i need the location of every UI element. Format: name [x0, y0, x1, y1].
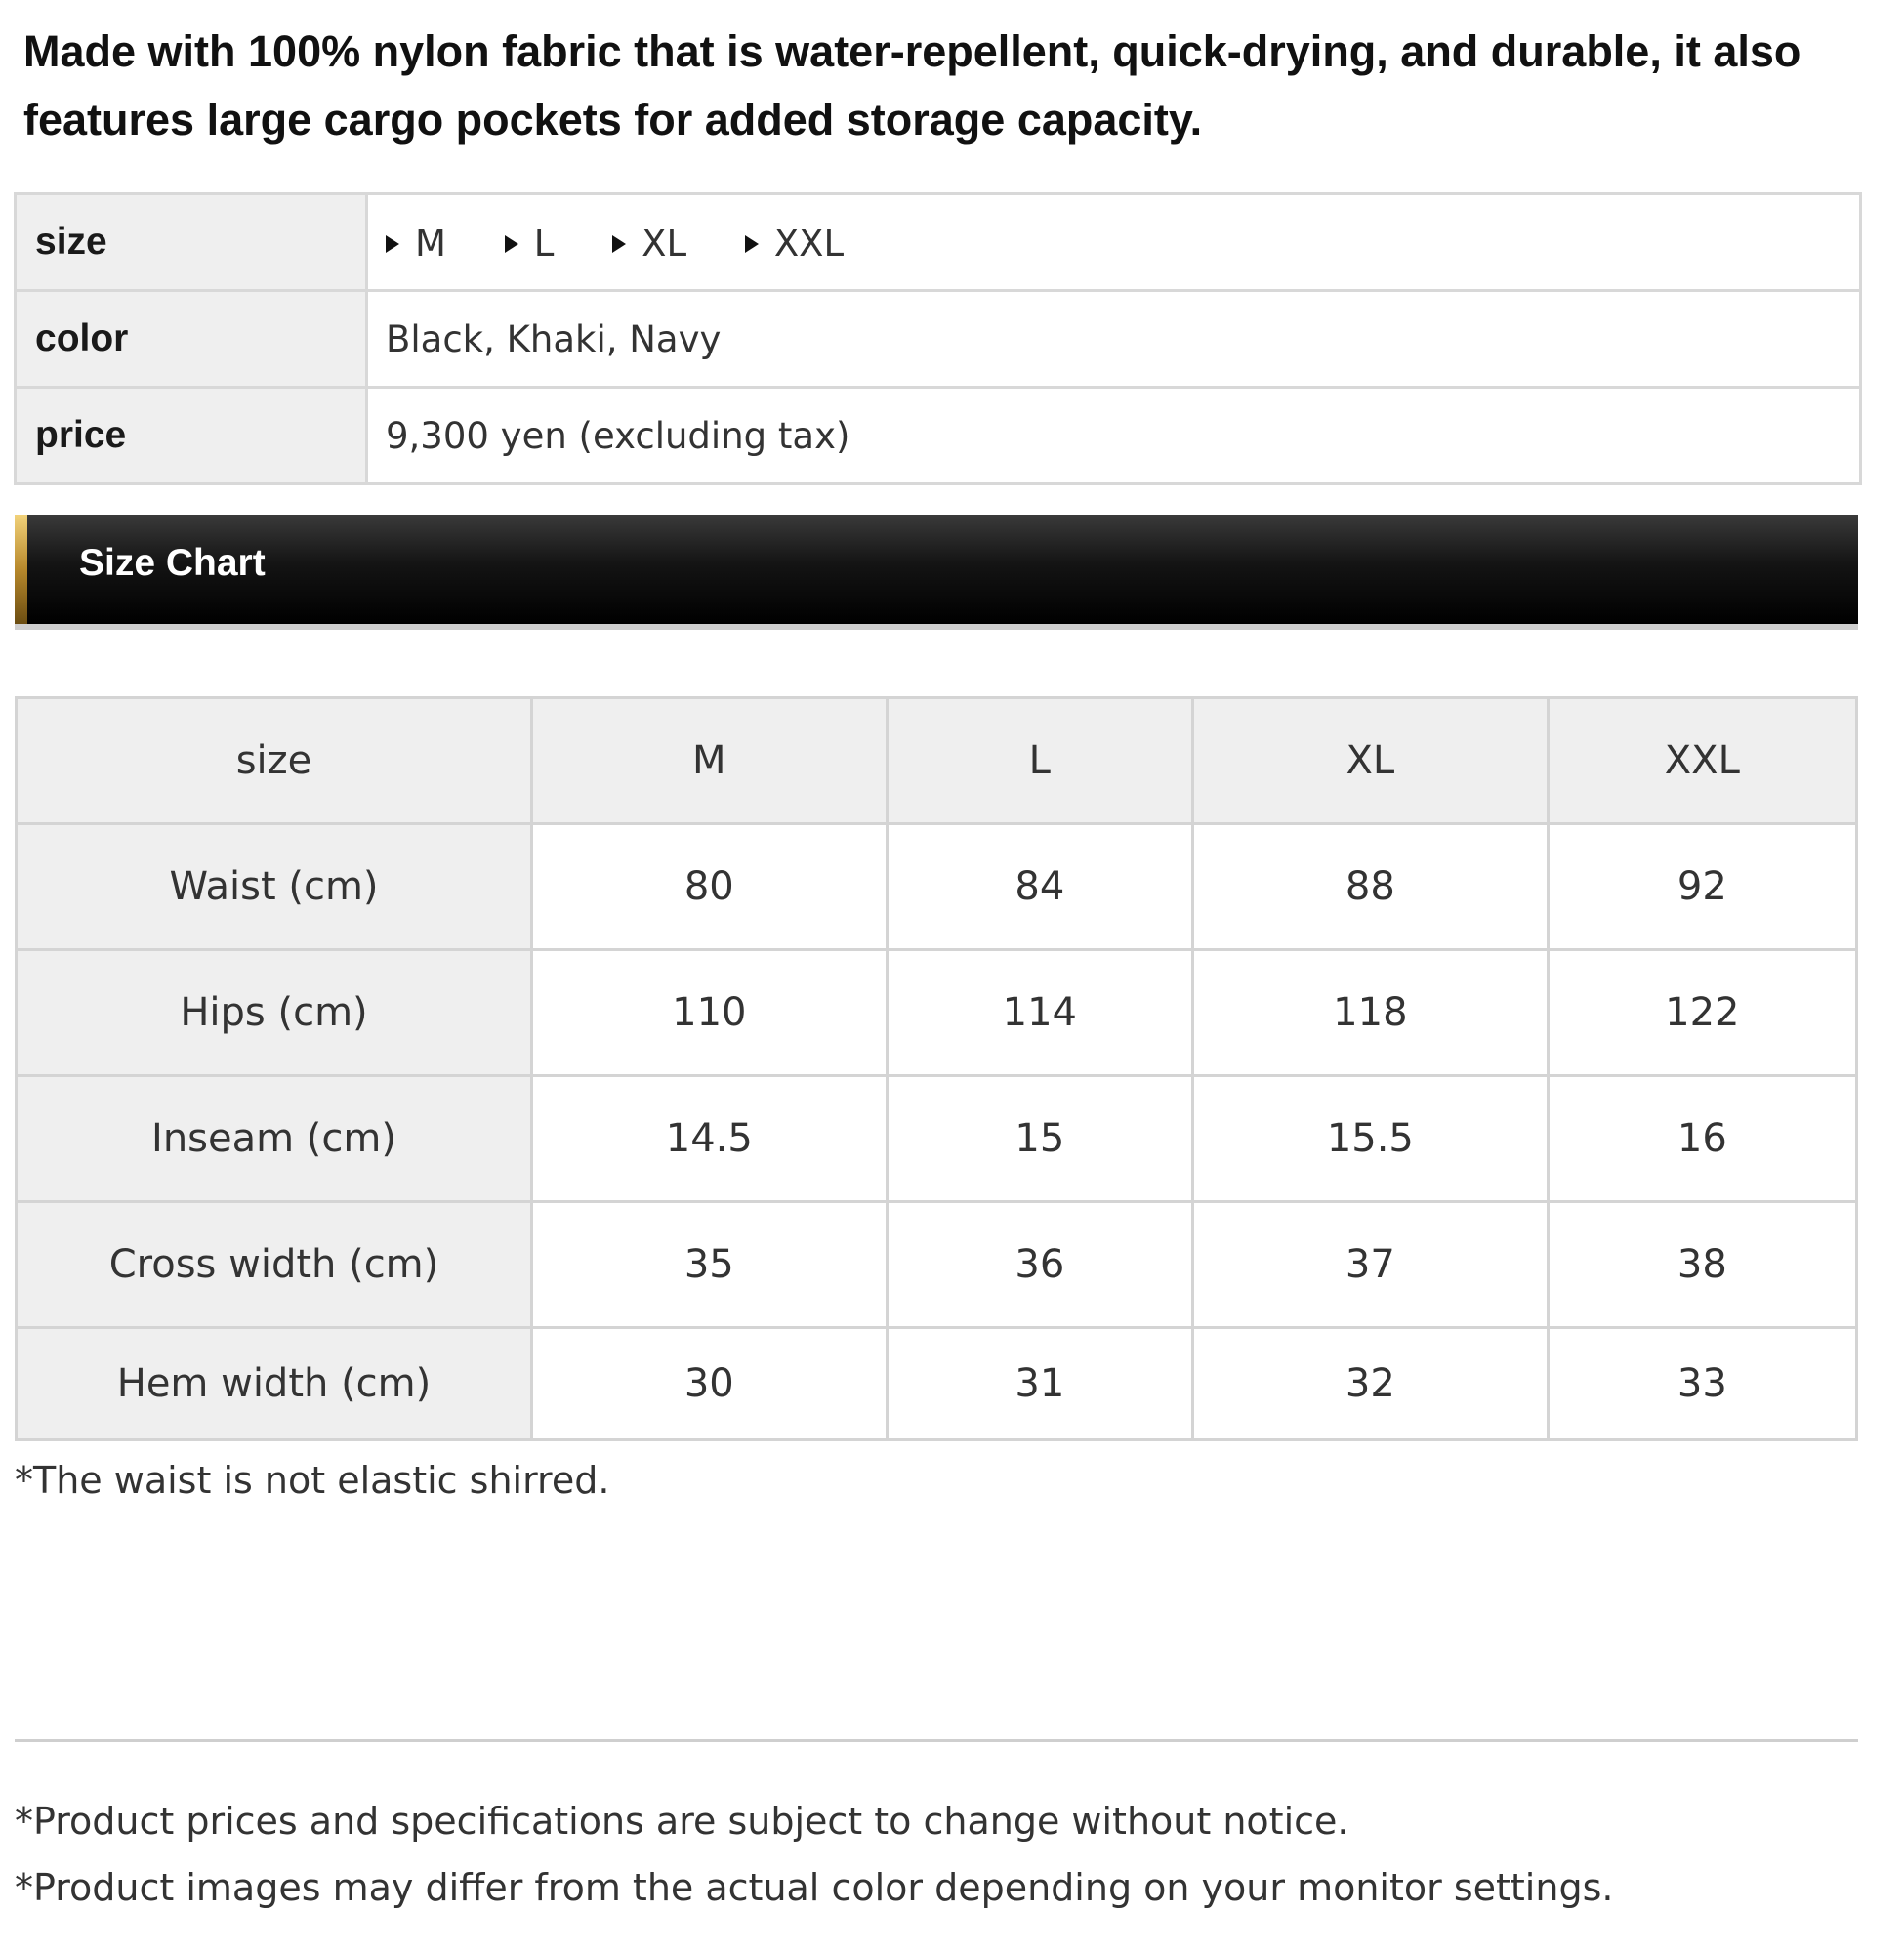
- table-row: [17, 824, 1857, 950]
- size-option-label: XL: [642, 223, 687, 266]
- table-cell: 110: [532, 950, 888, 1076]
- spec-key-price: price: [16, 388, 367, 484]
- table-cell: 37: [1193, 1202, 1549, 1328]
- table-cell: 36: [887, 1202, 1192, 1328]
- section-divider: [15, 1739, 1858, 1742]
- footnote-prices: *Product prices and specifications are subject to change without notice.: [15, 1800, 1349, 1843]
- table-cell: 32: [1193, 1328, 1549, 1440]
- table-cell: 88: [1193, 824, 1549, 950]
- spec-row-price: [16, 388, 1861, 484]
- table-cell: 84: [887, 824, 1192, 950]
- header-cell-xxl: XXL: [1548, 698, 1856, 824]
- size-option-l[interactable]: [505, 223, 555, 265]
- table-cell: 16: [1548, 1076, 1856, 1202]
- table-cell: 14.5: [532, 1076, 888, 1202]
- triangle-right-icon: [612, 235, 626, 253]
- spec-row-size: [16, 194, 1861, 291]
- size-chart-header-row: [17, 698, 1857, 824]
- row-label: Hem width (cm): [17, 1328, 532, 1440]
- table-cell: 114: [887, 950, 1192, 1076]
- header-cell-l: L: [887, 698, 1192, 824]
- table-cell: 38: [1548, 1202, 1856, 1328]
- size-option-label: XXL: [773, 223, 845, 266]
- size-option-label: M: [415, 223, 446, 266]
- row-label: Inseam (cm): [17, 1076, 532, 1202]
- table-cell: 118: [1193, 950, 1549, 1076]
- waist-note: *The waist is not elastic shirred.: [15, 1459, 610, 1502]
- row-label: Waist (cm): [17, 824, 532, 950]
- triangle-right-icon: [745, 235, 759, 253]
- size-chart-table: [15, 696, 1858, 1441]
- banner-accent-bar: [15, 515, 27, 624]
- spec-value-price: 9,300 yen (excluding tax): [367, 388, 1861, 484]
- spec-key-size: size: [16, 194, 367, 291]
- table-row: [17, 1076, 1857, 1202]
- triangle-right-icon: [505, 235, 518, 253]
- spec-value-color: Black, Khaki, Navy: [367, 291, 1861, 388]
- banner-title: Size Chart: [79, 542, 266, 584]
- spec-row-color: [16, 291, 1861, 388]
- size-option-xl[interactable]: [612, 223, 686, 265]
- spec-table: [14, 192, 1862, 485]
- header-cell-m: M: [532, 698, 888, 824]
- table-cell: 15: [887, 1076, 1192, 1202]
- table-row: [17, 950, 1857, 1076]
- table-cell: 35: [532, 1202, 888, 1328]
- spec-size-options: [367, 194, 1861, 291]
- product-description: Made with 100% nylon fabric that is water-repellent, quick-drying, and durable, it also features large cargo pockets for added storage capacity.: [23, 26, 1801, 145]
- row-label: Cross width (cm): [17, 1202, 532, 1328]
- triangle-right-icon: [386, 235, 399, 253]
- header-cell-xl: XL: [1193, 698, 1549, 824]
- spec-key-color: color: [16, 291, 367, 388]
- table-row: [17, 1202, 1857, 1328]
- size-chart-banner: [15, 515, 1858, 630]
- footnote-images: *Product images may differ from the actual color depending on your monitor settings.: [15, 1866, 1614, 1909]
- table-cell: 92: [1548, 824, 1856, 950]
- header-cell-size: size: [17, 698, 532, 824]
- size-option-label: L: [533, 223, 555, 266]
- size-option-m[interactable]: [386, 223, 446, 265]
- table-row: [17, 1328, 1857, 1440]
- table-cell: 80: [532, 824, 888, 950]
- row-label: Hips (cm): [17, 950, 532, 1076]
- size-option-xxl[interactable]: [745, 223, 844, 265]
- table-cell: 31: [887, 1328, 1192, 1440]
- table-cell: 33: [1548, 1328, 1856, 1440]
- table-cell: 30: [532, 1328, 888, 1440]
- table-cell: 122: [1548, 950, 1856, 1076]
- table-cell: 15.5: [1193, 1076, 1549, 1202]
